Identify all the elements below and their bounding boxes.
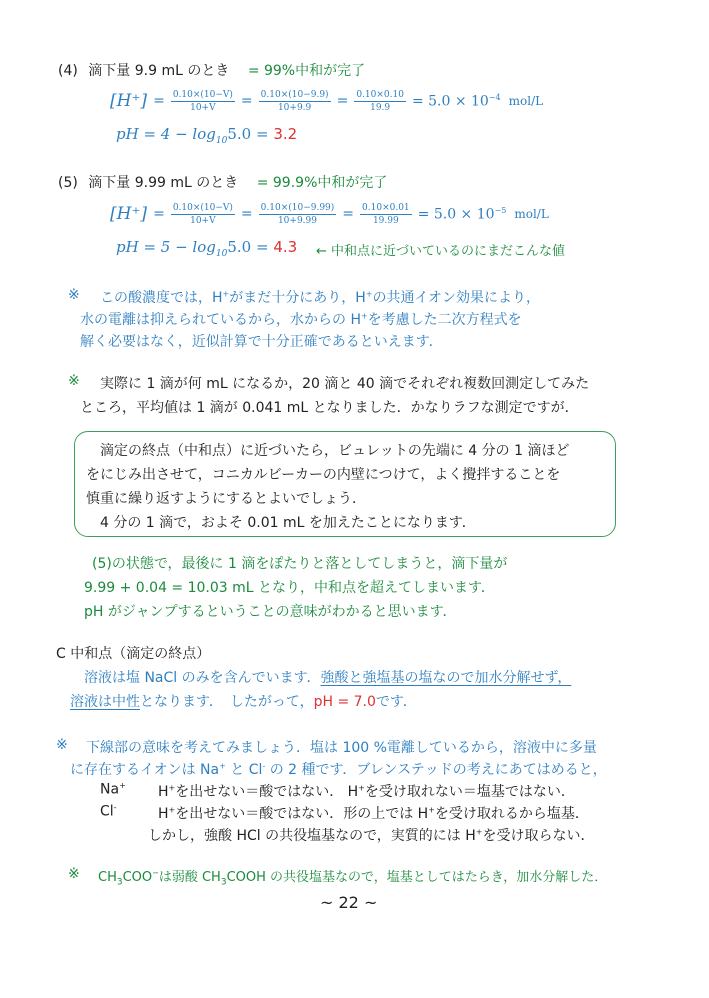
fraction-substituted xyxy=(259,89,331,114)
note-3-line-5: しかし，強酸 HCl の共役塩基なので，実質的には H+を受け取らない． xyxy=(148,827,595,844)
frac-num: 0.10×(10−9.99) xyxy=(260,202,335,213)
fraction-substituted xyxy=(259,202,337,227)
underlined-text: 溶液は中性 xyxy=(70,694,140,710)
section-4-heading xyxy=(58,60,365,80)
unit: mol/L xyxy=(514,207,549,221)
note-3-line-1: 下線部の意味を考えてみましょう．塩は 100 %電離しているから，溶液中に多量 xyxy=(86,740,597,756)
underlined-text: 強酸と強塩基の塩なので加水分解せず， xyxy=(320,670,572,686)
note-3-cl-text: H+を出せない＝酸ではない．形の上では H+を受け取れるから塩基． xyxy=(158,805,589,822)
section-4-hplus-equation: [H⁺] = $\frac{0.10\times(10-V)}{10+V}$ = $\frac{0.10\times(10-9.9)}{10+9.9}$ = $\frac{0.10\times 0.10}{19.9}$ = $5.0 \times 10^{-4}$ mol/L xyxy=(110,89,544,113)
note-1-line-3: 解く必要はなく，近似計算で十分正確であるといえます． xyxy=(80,334,443,350)
frac-num: 0.10×(10−V) xyxy=(172,202,233,213)
note-3-na-text: H+を出せない＝酸ではない． H+を受け取れない＝塩基ではない． xyxy=(158,783,575,800)
frac-den: 19.99 xyxy=(372,215,399,226)
exponent: −5 xyxy=(494,205,507,215)
log-base: 10 xyxy=(215,249,228,259)
note-3-line-2: に存在するイオンは Na+ と Cl- の 2 種です．ブレンステッドの考えにあてはめると， xyxy=(70,761,607,778)
para-line-1: (5)の状態で，最後に 1 滴をぽたりと落としてしまうと，滴下量が xyxy=(92,556,508,572)
note-2-mark: ※ xyxy=(68,373,80,389)
section-5-heading xyxy=(58,172,387,192)
log-base: 10 xyxy=(215,136,228,146)
section-4-result: = 99%中和が完了 xyxy=(247,63,366,79)
section-4-label: (4) xyxy=(58,63,78,79)
hplus-symbol: [H⁺] xyxy=(110,91,148,111)
fraction-general xyxy=(171,202,235,227)
section-5-hplus-equation: [H⁺] = $\frac{0.10\times(10-V)}{10+V}$ = $\frac{0.10\times(10-9.99)}{10+9.99}$ = $\frac{0.10\times 0.01}{19.99}$ = $5.0 \times 10^{-5}$ mol/L xyxy=(110,202,549,226)
section-4-desc: 滴下量 9.9 mL のとき xyxy=(88,63,230,79)
note-1-line-2: 水の電離は抑えられているから，水からの H+を考慮した二次方程式を xyxy=(80,311,522,328)
concentration-value: = $5.0 \times 10^{-4}$ xyxy=(411,92,501,110)
fraction-simplified xyxy=(354,89,406,114)
ph-expression: pH = 5 − log xyxy=(116,238,216,256)
section-c-line-2: 溶液は中性となります． したがって，pH = 7.0です． xyxy=(70,694,417,710)
frac-den: 10+9.9 xyxy=(277,102,312,113)
note-4-mark: ※ xyxy=(68,866,80,882)
note-1-line-1: この酸濃度では，H+がまだ十分にあり，H+の共通イオン効果により， xyxy=(100,289,541,306)
ph-neutral-value: pH = 7.0 xyxy=(313,694,376,710)
frac-num: 0.10×0.01 xyxy=(362,202,410,213)
frac-num: 0.10×(10−V) xyxy=(172,89,233,100)
ph-tail: 5.0 = xyxy=(227,125,269,143)
ph-value: 3.2 xyxy=(273,125,298,143)
note-3-cl-label: Cl- xyxy=(100,803,117,820)
fraction-general xyxy=(171,89,235,114)
unit: mol/L xyxy=(508,94,544,108)
note-4-text: $CH_3COO^-$は弱酸 $CH_3COOH$ の共役塩基なので，塩基としてはたらき，加水分解した． xyxy=(98,868,608,888)
frac-den: 10+V xyxy=(190,102,216,113)
section-c-line-1: 溶液は塩 NaCl のみを含んでいます．強酸と強塩基の塩なので加水分解せず， xyxy=(84,670,572,686)
fraction-simplified xyxy=(360,202,412,227)
note-1-mark: ※ xyxy=(68,287,80,303)
note-3-mark: ※ xyxy=(56,737,68,753)
para-line-3: pH がジャンプするということの意味がわかると思います． xyxy=(84,604,457,620)
concentration-value: = $5.0 \times 10^{-5}$ xyxy=(417,205,507,223)
section-4-ph-equation xyxy=(116,125,297,146)
section-5-label: (5) xyxy=(58,175,78,191)
tip-line-2: をにじみ出させて，コニカルビーカーの内壁につけて，よく攪拌することを xyxy=(86,467,561,483)
section-5-ph-equation xyxy=(116,238,297,259)
section-5-desc: 滴下量 9.99 mL のとき xyxy=(88,175,239,191)
ph-tail: 5.0 = xyxy=(227,238,269,256)
note-3-na-label: Na+ xyxy=(100,781,126,798)
tip-line-4: 4 分の 1 滴で，およそ 0.01 mL を加えたことになります． xyxy=(100,515,476,531)
para-line-2: 9.99 + 0.04 = 10.03 mL となり，中和点を超えてしまいます． xyxy=(84,580,495,596)
frac-den: 19.9 xyxy=(370,102,391,113)
section-c-heading: C 中和点（滴定の終点） xyxy=(56,646,211,662)
note-2-line-1: 実際に 1 滴が何 mL になるか，20 滴と 40 滴でそれぞれ複数回測定してみた xyxy=(100,376,590,392)
exponent: −4 xyxy=(488,92,501,102)
ph-expression: pH = 4 − log xyxy=(116,125,216,143)
tip-line-3: 慎重に繰り返すようにするとよいでしょう． xyxy=(86,491,366,507)
page-number: ~ 22 ~ xyxy=(320,893,378,912)
frac-num: 0.10×(10−9.9) xyxy=(260,89,329,100)
hplus-symbol: [H⁺] xyxy=(110,204,148,224)
tip-line-1: 滴定の終点（中和点）に近づいたら，ビュレットの先端に 4 分の 1 滴ほど xyxy=(100,443,570,459)
frac-den: 10+V xyxy=(190,215,216,226)
frac-den: 10+9.99 xyxy=(277,215,317,226)
section-5-result: = 99.9%中和が完了 xyxy=(256,175,388,191)
frac-num: 0.10×0.10 xyxy=(356,89,404,100)
section-5-note: ← 中和点に近づいているのにまだこんな値 xyxy=(316,244,566,259)
ph-value: 4.3 xyxy=(273,238,298,256)
note-2-line-2: ところ，平均値は 1 滴が 0.041 mL となりました．かなりラフな測定ですが． xyxy=(80,400,579,416)
